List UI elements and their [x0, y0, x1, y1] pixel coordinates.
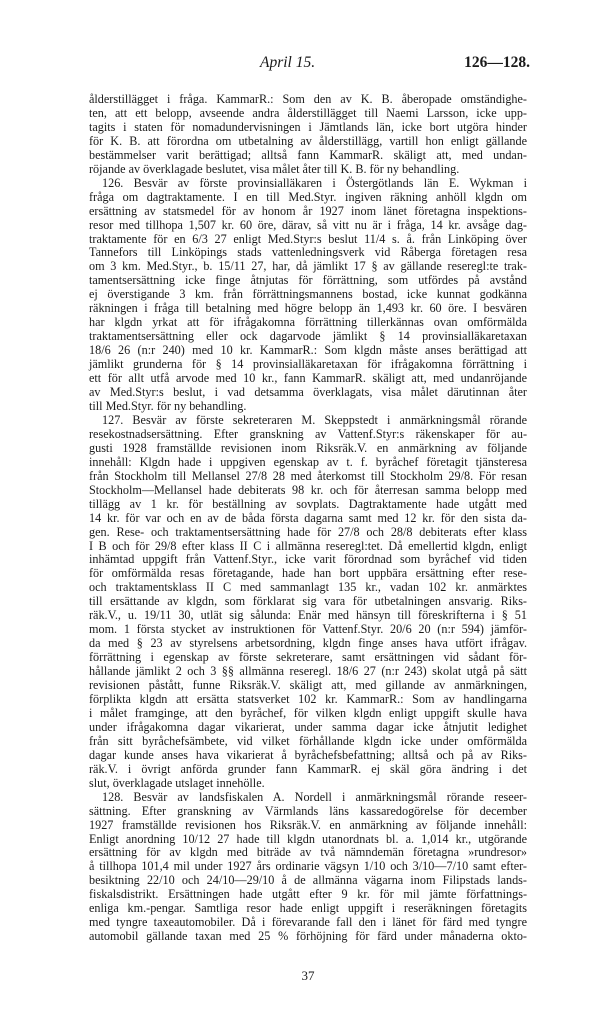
text-line: Tannefors till Linköpings stads vattenledningsverk vid Råberga företagen resa [89, 245, 527, 260]
text-line: tagits i staten för nomadundervisningen i Jämtlands län, icke bort utgöra hinder [89, 119, 527, 134]
text-line: resekostnadsersättning. Efter granskning av Vattenf.Styr:s räkenskaper för au- [89, 426, 527, 441]
text-line: fiskalsdistrikt. Ersättningen hade utgått efter 9 kr. för mil jämte författnings- [89, 887, 527, 902]
text-line: och traktamentsklass II C med sammanlagt 135 kr., vadan 102 kr. anmärktes [89, 580, 527, 595]
text-line: I B och för 29/8 efter klass II C i allmänna reseregl:tet. Då emellertid klgdn, enligt [89, 538, 527, 553]
body-text [89, 93, 527, 944]
text-line: tamentsersättning icke finge åtnjutas för förrättning, som utfördes på avstånd [89, 273, 527, 288]
text-line: mom. 1 första stycket av instruktionen för Vattenf.Styr. 20/6 20 (n:r 594) jämför- [89, 622, 527, 637]
text-line: 14 kr. för var och en av de båda första dagarna samt med 12 kr. för den sista da- [89, 510, 527, 525]
text-line: av Med.Styr:s beslut, i vad detsamma överklagats, visa målet därutinnan åter [89, 385, 527, 400]
text-line: räkningen i fråga till betalning med högre belopp än 1,493 kr. 60 öre. I besvären [89, 301, 527, 316]
text-line: tillägg av 1 kr. för beställning av sovplats. Dagtraktamente hade utgått med [89, 496, 527, 511]
text-line: gen. Rese- och traktamentsersättning hade för 27/8 och 28/8 debiterats efter klass [89, 524, 527, 539]
text-line: fråga om dagtraktamente. I en till Med.Styr. ingiven räkning anhöll klgdn om [89, 189, 527, 204]
text-line: räk.V. i övrigt anförda grunder fann KammarR. ej skäl göra ändring i det [89, 761, 527, 776]
text-line: Enligt anordning 10/12 27 hade till klgdn utanordnats bl. a. 1,014 kr., utgörande [89, 831, 527, 846]
text-line: besiktning 22/10 och 24/10—29/10 å de allmänna vägarna inom Filipstads lands- [89, 873, 527, 888]
text-line: 128. Besvär av landsfiskalen A. Nordell i anmärkningsmål rörande reseer- [102, 789, 527, 804]
text-line: 1927 framställde revisionen hos Riksräk.V. en anmärkning av följande innehåll: [89, 817, 527, 832]
text-line: ersättning för av klgdn med biträde av två nämndemän företagna »rundresor» [89, 845, 527, 860]
text-line: för omförmälda resas företagande, hade han bort uppbära ersättning efter rese- [89, 566, 527, 581]
text-line: för K. B. att förordna om utbetalning av ålderstillägg, vartill hon enligt gällande [89, 133, 527, 148]
text-line: 126. Besvär av förste provinsialläkaren i Östergötlands län E. Wykman i [102, 175, 527, 190]
text-line: sättning. Efter granskning av Värmlands läns kassaredogörelse för december [89, 803, 527, 818]
text-line: resor med tillhopa 1,507 kr. 60 öre, därav, så vitt nu är i fråga, 14 kr. avsåge dag- [89, 217, 527, 232]
text-line: Stockholm—Mellansel hade debiterats 98 kr. och för återresan samma belopp med [89, 482, 527, 497]
text-line: bestämmelser varit berättigad; alltså fann KammarR. skäligt att, med undan- [89, 147, 527, 162]
text-line: 127. Besvär av förste sekreteraren M. Skeppstedt i anmärkningsmål rörande [102, 412, 527, 427]
text-line: slut, överklagade utslaget innehölle. [89, 775, 265, 790]
text-line: under ifrågakomna dagar vikarierat, under samma dagar icke åtnjutit ledighet [89, 719, 527, 734]
text-line: ej överstigande 3 km. från förrättningsmannens bostad, icke kunnat godkänna [89, 287, 527, 302]
text-line: i målet framginge, att den byråchef, för vilken klgdn enligt uppgift skulle hava [89, 705, 527, 720]
text-line: ersättning av statsmedel för av honom år 1927 inom länet företagna inspektions- [89, 203, 527, 218]
text-line: ett för allt utfå arvode med 10 kr., fann KammarR. skäligt att, med undanröjande [89, 371, 527, 386]
text-line: gusti 1928 framställde revisionen inom Riksräk.V. en anmärkning av följande [89, 440, 527, 455]
text-line: till Med.Styr. för ny behandling. [89, 398, 247, 413]
text-line: dagar kunde anses hava vikarierat å byråchefsbefattning; alltså och på av Riks- [89, 747, 527, 762]
text-line: da med § 23 av styrelsens arbetsordning, klgdn finge anses hava utfört ifrågav. [89, 636, 527, 651]
text-line: hållande jämlikt 2 och 3 §§ allmänna reseregl. 18/6 27 (n:r 243) skolat utgå på sätt [89, 664, 527, 679]
text-line: revisionen påstått, funne Riksräk.V. skäligt att, med gillande av anmärkningen, [89, 678, 527, 693]
text-line: automobil gällande taxan med 25 % förhöjning för färd under månaderna okto- [89, 929, 527, 944]
text-line: jämlikt grunderna för § 14 provinsialläkaretaxan för ifrågakomna förrättning i [89, 357, 527, 372]
page-number: 37 [301, 968, 315, 983]
text-line: med tyngre taxeautomobiler. Då i förevarande fall den i länet för färd med tyngre [89, 915, 527, 930]
text-line: ålderstillägget i fråga. KammarR.: Som den av K. B. åberopade omständighe- [89, 92, 527, 106]
text-line: innehåll: Klgdn hade i uppgiven egenskap av t. f. byråchef företagit tjänsteresa [89, 454, 527, 469]
running-header [0, 54, 616, 76]
text-line: räk.V., u. 19/11 30, utlät sig sålunda: Enär med hänsyn till föreskrifterna i § 51 [89, 608, 527, 623]
text-line: 18/6 26 (n:r 240) med 10 kr. KammarR.: Som klgdn måste anses berättigad att [89, 343, 527, 358]
text-line: traktamente för en 6/3 27 enligt Med.Styr:s beslut 11/4 s. å. från Linköping över [89, 231, 527, 246]
text-line: enliga km.-pengar. Samtliga resor hade enligt uppgift i reseräkningen företagits [89, 901, 527, 916]
text-line: till ersättande av klgdn, som förklarat sig vara för utbetalningen ansvarig. Riks- [89, 594, 527, 609]
text-line: traktamentsersättning eller ock dagarvode jämlikt § 14 provinsialläkaretaxan [89, 329, 527, 344]
text-line: från Stockholm till Mellansel 27/8 28 med återkomst till Stockholm 29/8. För resan [89, 468, 527, 483]
running-header-section-range: 126—128. [464, 54, 530, 71]
text-line: inhämtad uppgift från Vattenf.Styr., icke varit förordnad som byråchef vid tiden [89, 552, 527, 567]
running-header-date: April 15. [260, 54, 316, 71]
text-line: förrättning i egenskap av förste sekreterare, samt ersättningen vid sådant för- [89, 650, 527, 665]
text-line: har klgdn yrkat att för ifrågakomna förrättning tillerkännas ovan omförmälda [89, 315, 527, 330]
text-line: förpliktа klgdn att ersätta statsverket 102 kr. KammarR.: Som av handlingarna [89, 691, 527, 706]
text-line: ten, att ett belopp, avseende andra ålderstillägget till Naemi Larsson, icke upp- [89, 105, 527, 120]
text-line: om 3 km. Med.Styr., b. 15/11 27, har, då jämlikt 17 § av gällande reseregl:te trak- [89, 259, 527, 274]
text-line: från sitt byråchefsämbete, vid vilket förhållande klgdn icke under omförmälda [89, 733, 527, 748]
text-line: å tillhopa 101,4 mil under 1927 års ordinarie vägsyn 1/10 och 3/10—7/10 samt efter- [89, 859, 527, 874]
text-line: röjande av överklagade beslutet, visa målet åter till K. B. för ny behandling. [89, 161, 460, 176]
